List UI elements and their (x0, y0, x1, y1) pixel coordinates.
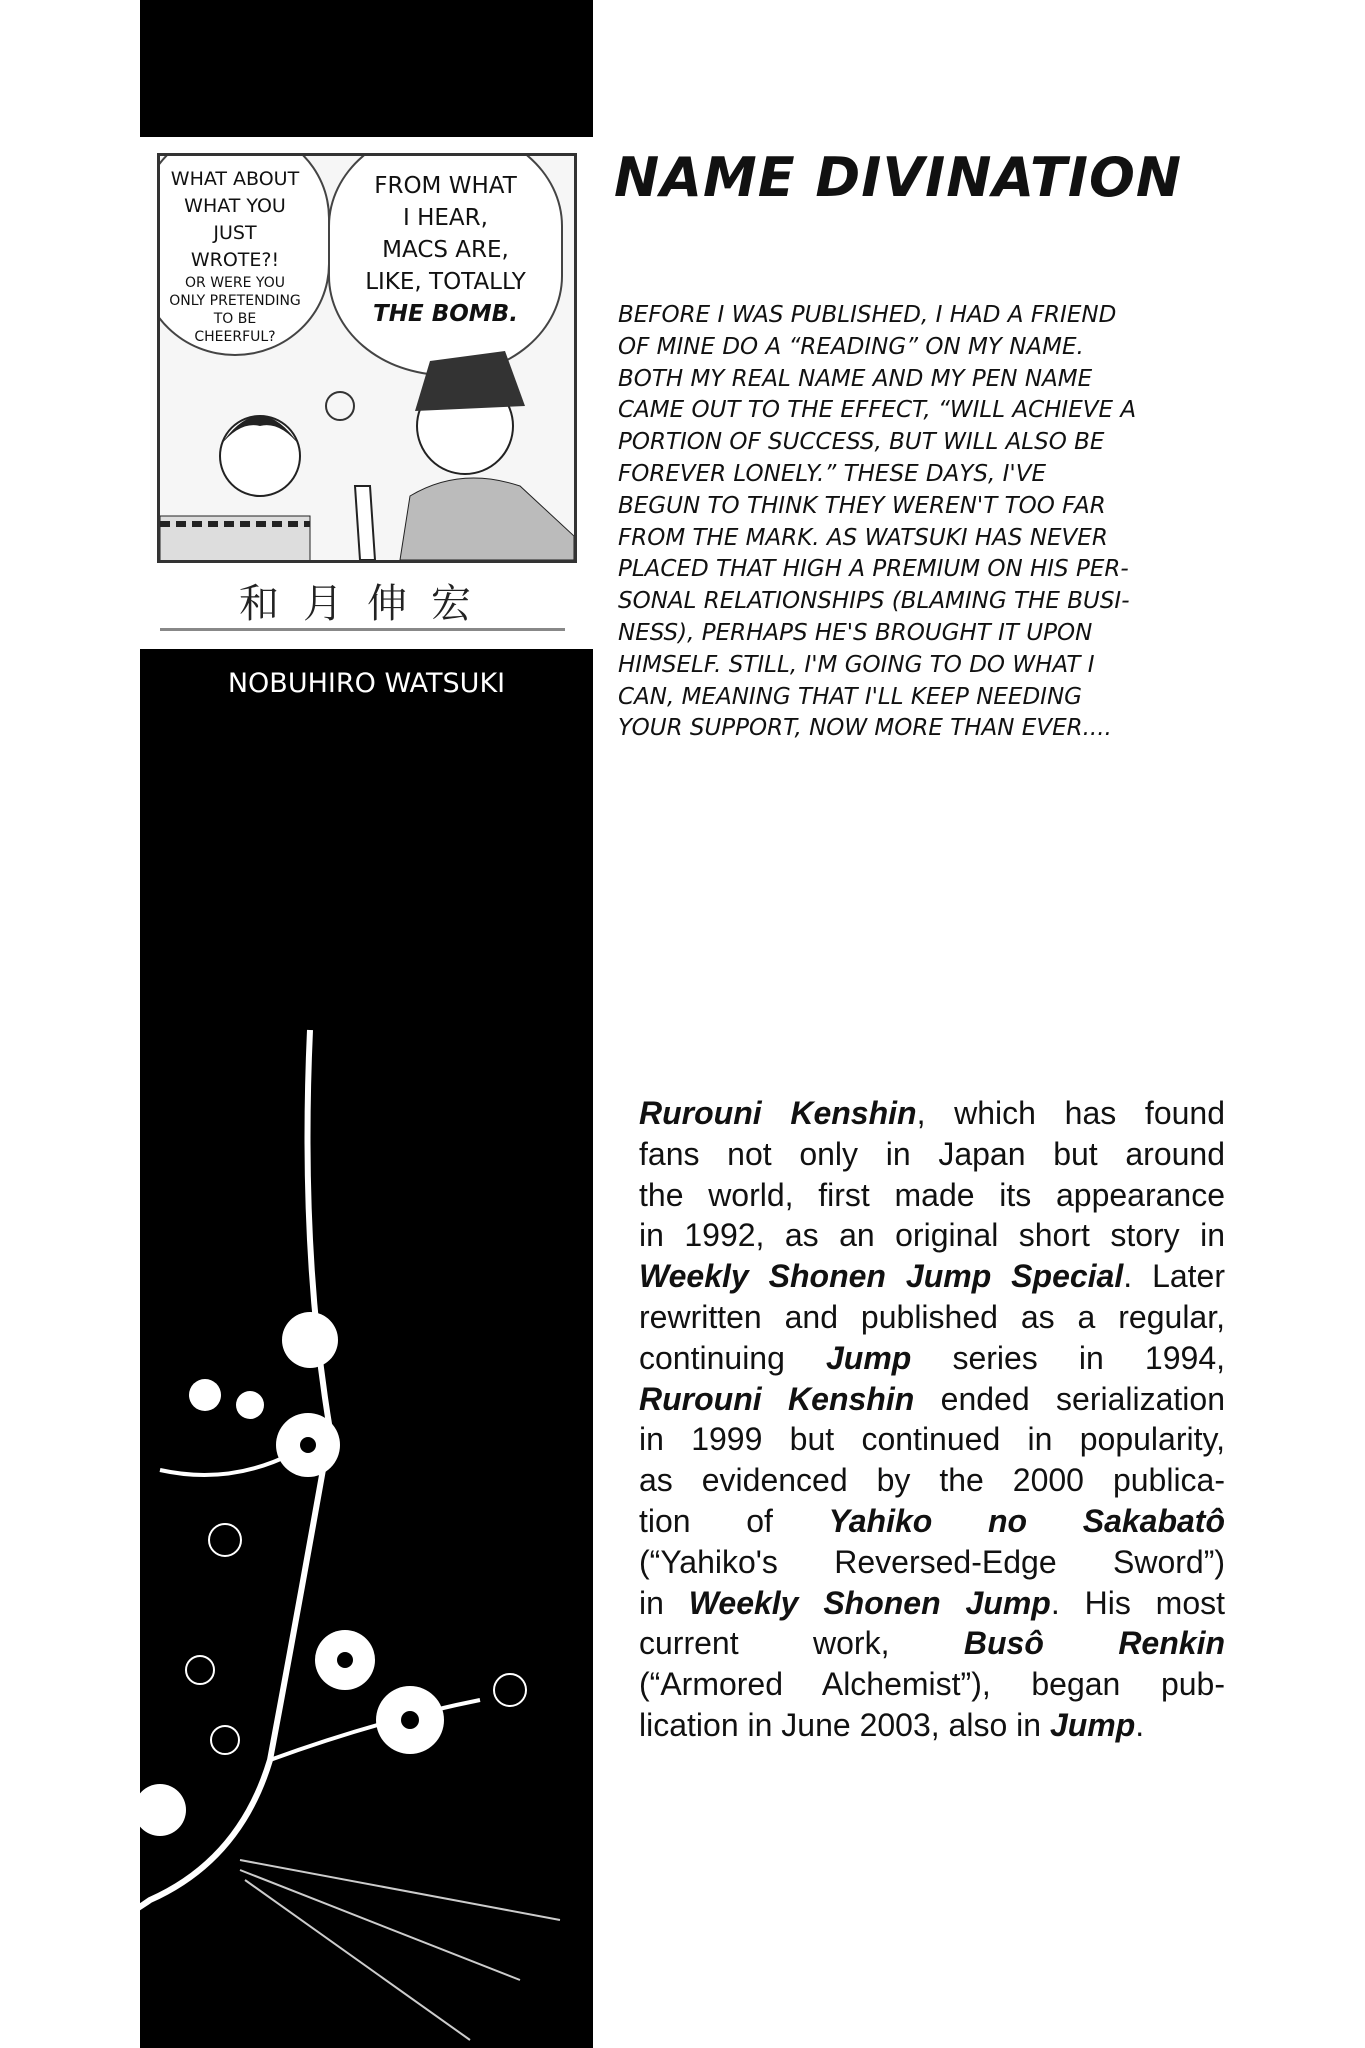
bubble-text: WHAT ABOUT (170, 168, 300, 190)
bio-text: . His most (1050, 1584, 1226, 1621)
bio-text: current work, (639, 1625, 964, 1662)
message-line: YOUR SUPPORT, NOW MORE THAN EVER.... (618, 715, 1112, 742)
bio-text: as evidenced by the 2000 publica- (639, 1462, 1225, 1499)
bio-line (639, 1501, 1225, 1542)
message-line: FOREVER LONELY.” THESE DAYS, I'VE (618, 460, 1046, 487)
bio-text: rewritten and published as a regular, (639, 1298, 1225, 1335)
bio-line (639, 1379, 1225, 1420)
bio-line (639, 1664, 1225, 1705)
bio-text: in 1992, as an original short story in (639, 1217, 1225, 1254)
bubble-text: I HEAR, (403, 205, 488, 231)
bio-text: . Later (1123, 1258, 1226, 1295)
message-line: NESS), PERHAPS HE'S BROUGHT IT UPON (618, 619, 1093, 646)
bubble-text: JUST (213, 222, 257, 244)
message-line: PORTION OF SUCCESS, BUT WILL ALSO BE (618, 429, 1105, 456)
message-line: FROM THE MARK. AS WATSUKI HAS NEVER (618, 524, 1108, 551)
bubble-text-small: TO BE (213, 311, 257, 327)
page-title: NAME DIVINATION (614, 146, 1183, 209)
bio-title-emphasis: Rurouni Kenshin (639, 1380, 915, 1417)
message-line: PLACED THAT HIGH A PREMIUM ON HIS PER- (618, 556, 1129, 583)
message-line: OF MINE DO A “READING” ON MY NAME. (618, 333, 1084, 360)
bio-text: (“Yahiko's Reversed-Edge Sword”) (639, 1543, 1225, 1580)
divider (160, 628, 565, 631)
bio-line (639, 1134, 1225, 1175)
bio-title-emphasis: Jump (1049, 1706, 1136, 1743)
bio-text: , which has found (916, 1095, 1225, 1131)
bio-title-emphasis: Yahiko no Sakabatô (828, 1502, 1226, 1539)
bio-title-emphasis: Jump (826, 1339, 912, 1376)
message-line: BEGUN TO THINK THEY WEREN'T TOO FAR (618, 492, 1106, 519)
bio-line (639, 1338, 1225, 1379)
bio-line (639, 1623, 1225, 1664)
plum-blossom-illustration (0, 1000, 600, 2048)
bio-text: series in 1994, (911, 1339, 1226, 1376)
bubble-text: LIKE, TOTALLY (365, 269, 526, 295)
bio-title-emphasis: Busô Renkin (963, 1625, 1225, 1662)
message-line: BEFORE I WAS PUBLISHED, I HAD A FRIEND (618, 302, 1117, 328)
bubble-text: MACS ARE, (382, 237, 509, 263)
comic-panel (157, 153, 577, 563)
bubble-text-small: ONLY PRETENDING (169, 293, 301, 309)
bubble-text: WROTE?! (190, 249, 280, 271)
bubble-text: FROM WHAT (374, 173, 517, 199)
author-name-kanji: 和月伸宏 (239, 581, 495, 627)
author-message (618, 300, 1218, 745)
bio-line (639, 1297, 1225, 1338)
speech-bubble-left (157, 153, 330, 356)
bio-line (639, 1583, 1225, 1624)
message-line: SONAL RELATIONSHIPS (BLAMING THE BUSI- (618, 588, 1130, 615)
bio-text: in 1999 but continued in popularity, (639, 1421, 1225, 1458)
message-line: CAN, MEANING THAT I'LL KEEP NEEDING (618, 683, 1082, 710)
bio-text: . (1135, 1706, 1145, 1743)
bubble-text-small: OR WERE YOU (185, 275, 285, 291)
bubble-text-small: CHEERFUL? (194, 329, 276, 345)
bio-line (639, 1093, 1225, 1134)
bio-text: the world, first made its appearance (639, 1176, 1225, 1213)
message-line: BOTH MY REAL NAME AND MY PEN NAME (618, 365, 1093, 392)
bio-line (639, 1256, 1225, 1297)
bubble-text-emphasis: THE BOMB. (373, 301, 518, 327)
author-name: NOBUHIRO WATSUKI (227, 668, 506, 699)
bio-title-emphasis: Weekly Shonen Jump (688, 1584, 1051, 1621)
message-line: HIMSELF. STILL, I'M GOING TO DO WHAT I (618, 651, 1095, 678)
bio-line (639, 1705, 1225, 1746)
bio-text: ended serialization (914, 1380, 1225, 1417)
speech-bubble-right (328, 153, 563, 376)
bio-text: (“Armored Alchemist”), began pub- (639, 1666, 1225, 1703)
bio-line (639, 1542, 1225, 1583)
bio-line (639, 1460, 1225, 1501)
top-black-bar (140, 0, 593, 137)
bio-text: lication in June 2003, also in (639, 1706, 1050, 1743)
bio-title-emphasis: Rurouni Kenshin (639, 1095, 917, 1131)
bio-text: tion of (639, 1502, 829, 1539)
message-line: CAME OUT TO THE EFFECT, “WILL ACHIEVE A (618, 397, 1137, 424)
bio-line (639, 1419, 1225, 1460)
bio-text: fans not only in Japan but around (639, 1135, 1225, 1172)
bio-line (639, 1175, 1225, 1216)
bubble-text: WHAT YOU (184, 195, 286, 217)
bio-title-emphasis: Weekly Shonen Jump Special (639, 1258, 1124, 1295)
bio-line (639, 1215, 1225, 1256)
bio-text: in (639, 1584, 689, 1621)
author-bio (639, 1093, 1225, 1746)
bio-text: continuing (639, 1339, 826, 1376)
